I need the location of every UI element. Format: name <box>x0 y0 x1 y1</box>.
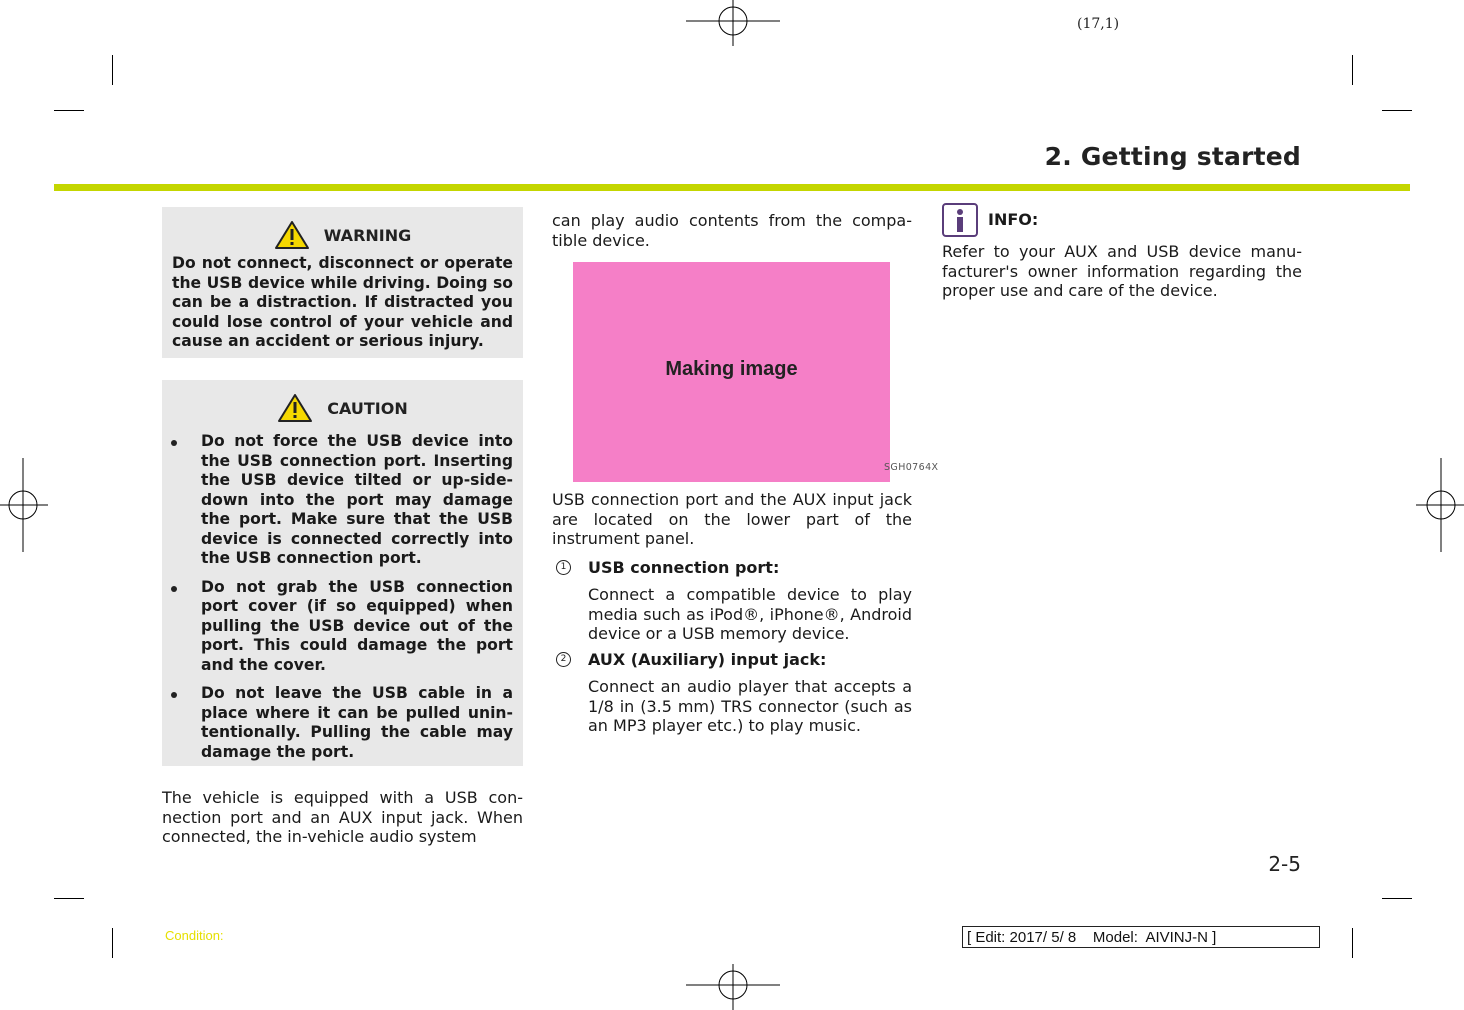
caution-heading: CAUTION <box>327 398 408 418</box>
list-item: Do not force the USB device into the USB connection port. Inserting the USB device tilted or up-side-down into the port may damage the port. Make sure that the USB device is connected correctly into the USB connection port. <box>162 432 513 569</box>
usb-port-title: USB connection port: <box>588 558 780 577</box>
aux-jack-title: AUX (Auxiliary) input jack: <box>588 650 827 669</box>
figure-code: SGH0764X <box>884 462 939 473</box>
page-corner-code: (17,1) <box>1077 16 1120 32</box>
list-item: Do not leave the USB cable in a place where it can be pulled unin-tentionally. Pulling the cable may damage the port. <box>162 684 513 762</box>
section-title: 2. Getting started <box>1044 142 1301 171</box>
info-text: Refer to your AUX and USB device manu-facturer's owner information regarding the proper use and care of the device. <box>942 242 1302 300</box>
intro-paragraph-continued: can play audio contents from the compa-tible device. <box>552 211 912 250</box>
registration-mark-bottom <box>686 964 780 1010</box>
footer-condition: Condition: <box>165 928 224 943</box>
info-heading: INFO: <box>988 210 1039 229</box>
warning-text: Do not connect, disconnect or operate the USB device while driving. Doing so can be a distraction. If distracted you could lose control of your vehicle and cause an accident or serious injury. <box>172 254 513 350</box>
registration-mark-top <box>686 0 780 48</box>
item-number-2: 2 <box>556 652 571 667</box>
warning-heading: WARNING <box>323 225 412 245</box>
info-icon <box>942 203 978 237</box>
warning-header <box>162 220 523 250</box>
list-item: Do not grab the USB connection port cover (if so equipped) when pulling the USB device out of the port. This could damage the port and the cover. <box>162 578 513 676</box>
usb-port-text: Connect a compatible device to play media such as iPod®, iPhone®, Android device or a USB memory device. <box>588 585 912 643</box>
section-divider-bar <box>54 184 1410 191</box>
registration-mark-left <box>0 458 48 552</box>
warning-triangle-icon <box>274 220 310 250</box>
caution-list <box>162 432 513 762</box>
location-paragraph: USB connection port and the AUX input jack are located on the lower part of the instrument panel. <box>552 490 912 548</box>
warning-triangle-icon <box>277 393 313 423</box>
footer-edit-info: [ Edit: 2017/ 5/ 8 Model: AIVINJ-N ] <box>962 926 1320 948</box>
caution-header <box>162 393 523 423</box>
figure-label: Making image <box>665 358 798 380</box>
page-number: 2-5 <box>1268 852 1301 876</box>
registration-mark-right <box>1416 458 1464 552</box>
aux-jack-text: Connect an audio player that accepts a 1/8 in (3.5 mm) TRS connector (such as an MP3 player etc.) to play music. <box>588 677 912 735</box>
item-number-1: 1 <box>556 560 571 575</box>
figure-image <box>573 262 890 482</box>
caution-box <box>162 380 523 766</box>
intro-paragraph: The vehicle is equipped with a USB con-nection port and an AUX input jack. When connected, the in-vehicle audio system <box>162 788 523 846</box>
warning-box <box>162 207 523 358</box>
